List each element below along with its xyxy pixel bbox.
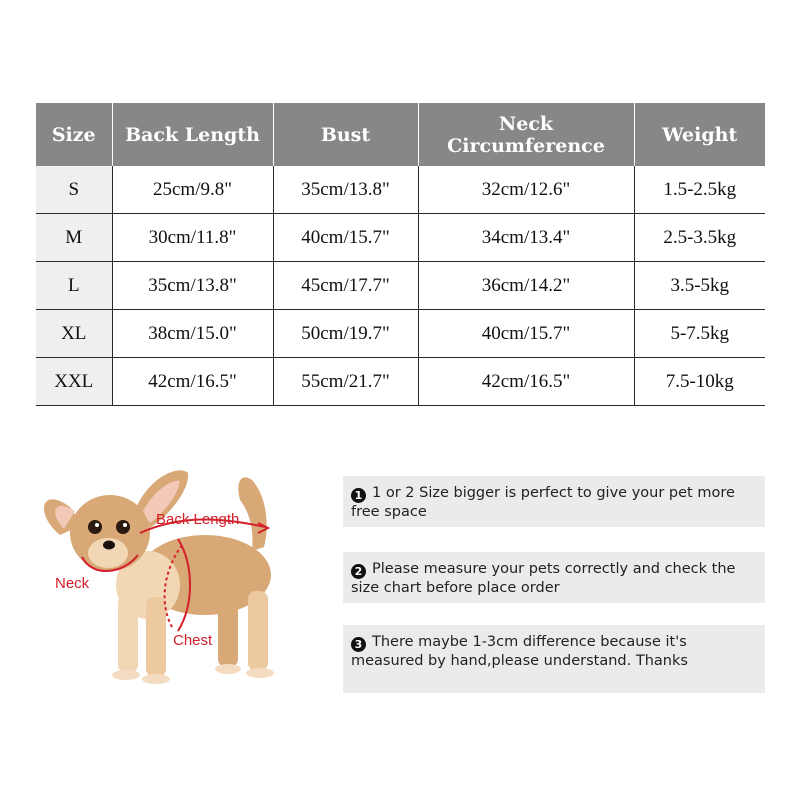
bust-cell: 45cm/17.7" [273, 262, 418, 310]
bust-cell: 40cm/15.7" [273, 214, 418, 262]
size-cell: S [36, 166, 112, 214]
weight-cell: 7.5-10kg [634, 358, 765, 406]
note-text: 1 or 2 Size bigger is perfect to give your pet more free space [351, 485, 735, 520]
size-cell: L [36, 262, 112, 310]
back-length-cell: 35cm/13.8" [112, 262, 273, 310]
table-row [36, 166, 765, 214]
table-row [36, 310, 765, 358]
note-text: There maybe 1-3cm difference because it's measured by hand,please understand. Thanks [351, 634, 688, 669]
neck-cell: 40cm/15.7" [418, 310, 634, 358]
neck-cell: 42cm/16.5" [418, 358, 634, 406]
number-three-icon: 3 [351, 637, 366, 652]
table-row [36, 358, 765, 406]
header-size: Size [36, 103, 112, 166]
neck-label: Neck [55, 575, 90, 592]
number-two-icon: 2 [351, 564, 366, 579]
size-cell: XXL [36, 358, 112, 406]
back-length-label: Back Length [156, 511, 240, 528]
note-3 [343, 625, 765, 693]
bust-cell: 50cm/19.7" [273, 310, 418, 358]
table-row [36, 262, 765, 310]
note-text: Please measure your pets correctly and check the size chart before place order [351, 561, 736, 596]
bust-cell: 55cm/21.7" [273, 358, 418, 406]
note-2 [343, 552, 765, 603]
back-length-cell: 30cm/11.8" [112, 214, 273, 262]
header-neck-circumference: Neck Circumference [418, 103, 634, 166]
note-1 [343, 476, 765, 527]
size-cell: XL [36, 310, 112, 358]
size-chart-table [36, 103, 765, 406]
weight-cell: 1.5-2.5kg [634, 166, 765, 214]
table-header-row [36, 103, 765, 166]
weight-cell: 5-7.5kg [634, 310, 765, 358]
neck-cell: 34cm/13.4" [418, 214, 634, 262]
dog-measurement-figure [30, 455, 330, 695]
back-length-cell: 42cm/16.5" [112, 358, 273, 406]
neck-cell: 36cm/14.2" [418, 262, 634, 310]
header-bust: Bust [273, 103, 418, 166]
size-cell: M [36, 214, 112, 262]
weight-cell: 3.5-5kg [634, 262, 765, 310]
header-weight: Weight [634, 103, 765, 166]
chest-label: Chest [173, 632, 213, 649]
table-row [36, 214, 765, 262]
header-back-length: Back Length [112, 103, 273, 166]
back-length-cell: 38cm/15.0" [112, 310, 273, 358]
bust-cell: 35cm/13.8" [273, 166, 418, 214]
weight-cell: 2.5-3.5kg [634, 214, 765, 262]
back-length-cell: 25cm/9.8" [112, 166, 273, 214]
number-one-icon: 1 [351, 488, 366, 503]
neck-cell: 32cm/12.6" [418, 166, 634, 214]
